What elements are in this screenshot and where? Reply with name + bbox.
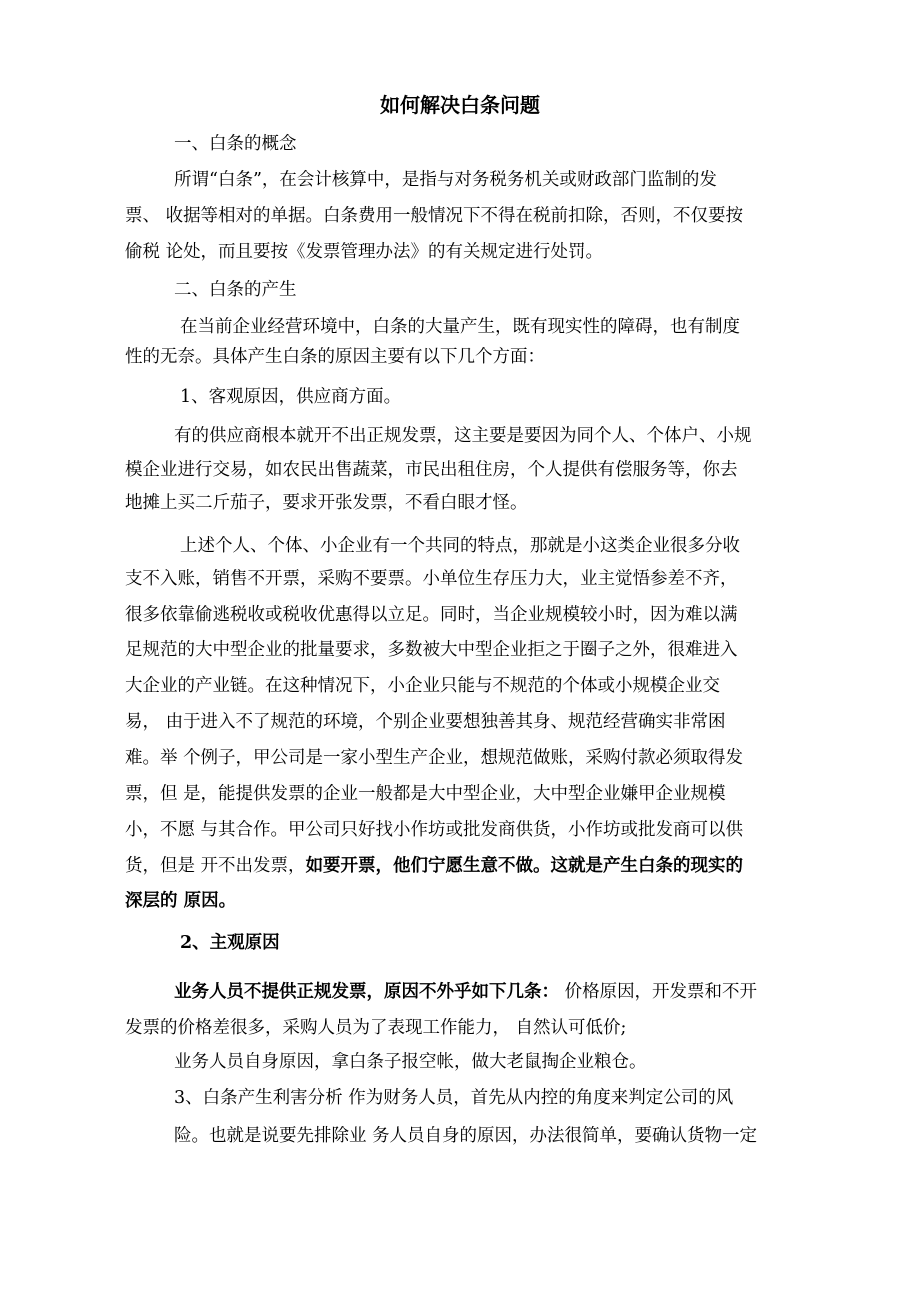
paragraph-line-mixed: [125, 851, 743, 881]
paragraph-line: 发票的价格差很多，采购人员为了表现工作能力， 自然认可低价;: [125, 1018, 627, 1038]
paragraph-line: 性的无奈。具体产生白条的原因主要有以下几个方面：: [125, 347, 545, 367]
paragraph-line: 很多依靠偷逃税收或税收优惠得以立足。同时，当企业规模较小时，因为难以满: [125, 605, 738, 625]
paragraph-line: 大企业的产业链。在这种情况下，小企业只能与不规范的个体或小规模企业交: [125, 676, 720, 696]
document-title: 如何解决白条问题: [380, 93, 540, 117]
subheading-objective: 1、客观原因，供应商方面。: [180, 387, 402, 407]
paragraph-line: 地摊上买二斤茄子，要求开张发票，不看白眼才怪。: [125, 493, 528, 513]
paragraph-line: 易， 由于进入不了规范的环境，个别企业要想独善其身、规范经营确实非常困: [125, 712, 726, 732]
paragraph-line: 上述个人、个体、小企业有一个共同的特点，那就是小这类企业很多分收: [180, 536, 740, 556]
paragraph-line-mixed: [174, 977, 757, 1007]
subheading-subjective: 2、主观原因: [180, 933, 280, 953]
paragraph-line: 有的供应商根本就开不出正规发票，这主要是要因为同个人、个体户、小规: [174, 426, 752, 446]
paragraph-line: 业务人员自身原因，拿白条子报空帐，做大老鼠掏企业粮仓。: [174, 1052, 647, 1072]
paragraph-line: 足规范的大中型企业的批量要求，多数被大中型企业拒之于圈子之外，很难进入: [125, 640, 738, 660]
paragraph-line: 票、 收据等相对的单据。白条费用一般情况下不得在税前扣除，否则，不仅要按: [125, 206, 744, 226]
paragraph-line: 在当前企业经营环境中，白条的大量产生，既有现实性的障碍，也有制度: [180, 317, 740, 337]
heading-concept: 一、白条的概念: [174, 134, 297, 154]
heading-origin: 二、白条的产生: [174, 280, 297, 300]
paragraph-line: 模企业进行交易，如农民出售蔬菜，市民出租住房，个人提供有偿服务等，你去: [125, 460, 738, 480]
paragraph-line: 偷税 论处，而且要按《发票管理办法》的有关规定进行处罚。: [125, 242, 604, 262]
paragraph-line: 难。举 个例子，甲公司是一家小型生产企业，想规范做账，采购付款必须取得发: [125, 748, 744, 768]
line-bold-part: 如要开票，他们宁愿生意不做。这就是产生白条的现实的: [305, 856, 744, 876]
line-regular-part: 货，但是 开不出发票，: [125, 856, 306, 876]
paragraph-line: 小，不愿 与其合作。甲公司只好找小作坊或批发商供货，小作坊或批发商可以供: [125, 820, 744, 840]
paragraph-line: 所谓“白条”，在会计核算中，是指与对务税务机关或财政部门监制的发: [174, 170, 717, 190]
paragraph-line: 险。也就是说要先排除业 务人员自身的原因，办法很简单，要确认货物一定: [174, 1126, 758, 1146]
paragraph-line: 票，但 是，能提供发票的企业一般都是大中型企业，大中型企业嫌甲企业规模: [125, 784, 726, 804]
paragraph-line: 支不入账，销售不开票，采购不要票。小单位生存压力大，业主觉悟参差不齐，: [125, 569, 738, 589]
line-bold-part: 业务人员不提供正规发票，原因不外乎如下几条：: [174, 982, 559, 1002]
paragraph-line-bold: 深层的 原因。: [125, 891, 237, 911]
paragraph-line: 3、白条产生利害分析 作为财务人员，首先从内控的角度来判定公司的风: [174, 1088, 734, 1108]
line-regular-part: 价格原因，开发票和不开: [559, 982, 758, 1002]
